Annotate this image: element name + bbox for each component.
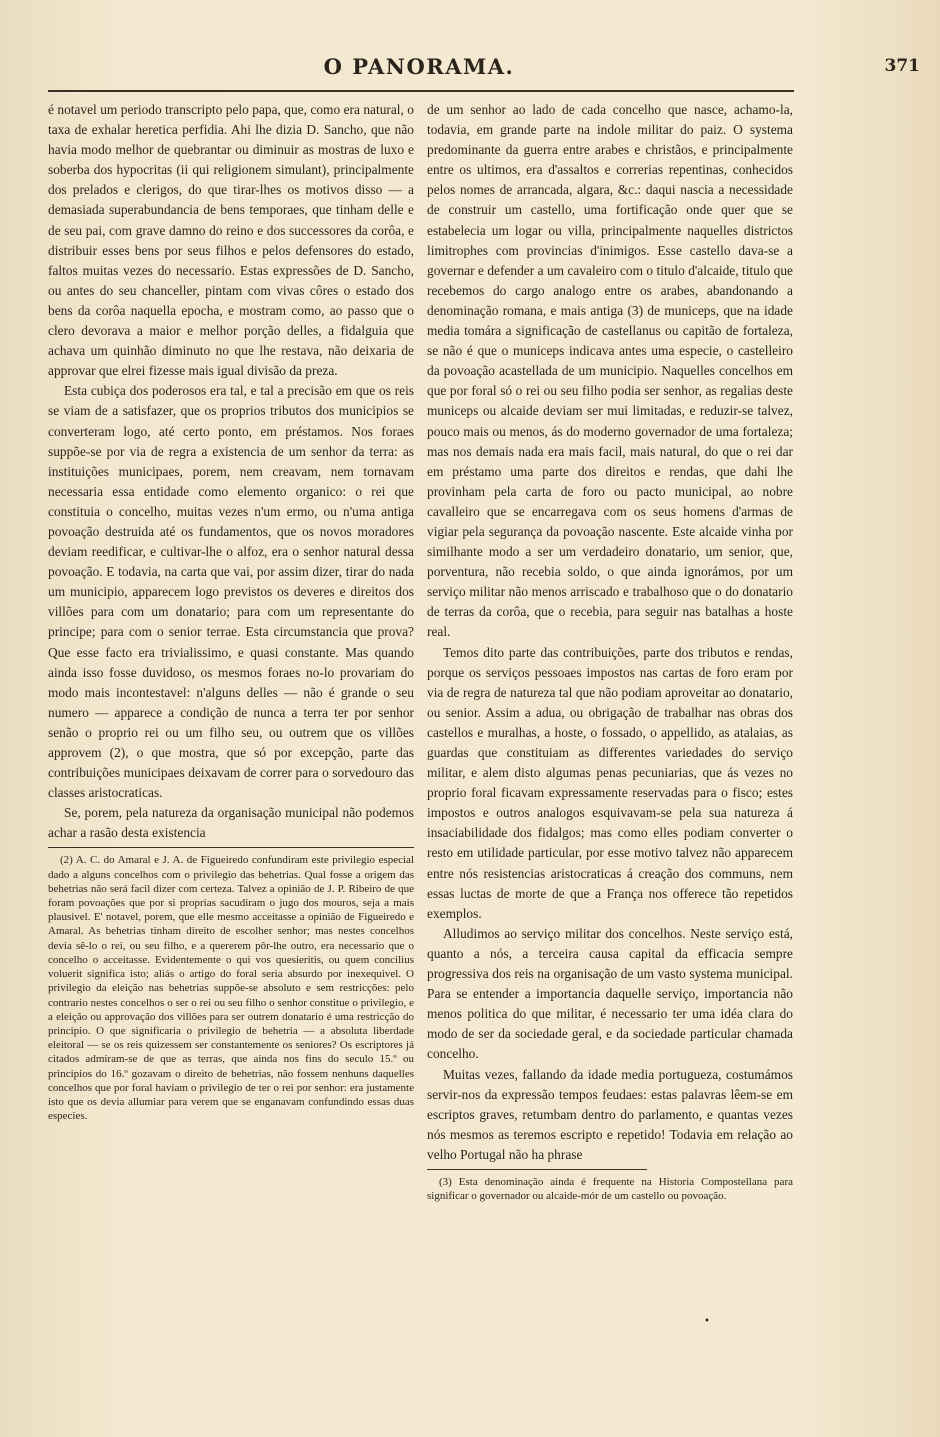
body-paragraph: Esta cubiça dos poderosos era tal, e tal a precisão em que os reis se viam de a satisfazer, que os proprios tributos dos municipios se converteram logo, até certo ponto, em préstamos. Nos foraes suppõe-se por via de regra a existencia de um senhor da terra: as instituições municipaes, porem, nem creavam, nem tornavam necessaria essa entidade como elemento organico: o rei que constituia o concelho, muitas vezes n'um ermo, ou n'uma antiga povoação destruida até os fundamentos, que os novos moradores deviam reedificar, e cultivar-lhe o alfoz, era o senhor natural dessa povoação. E todavia, na carta que vai, por assim dizer, tirar do nada um municipio, apparecem logo previstos os deveres e direitos dos villões para com um donatario; para com um representante do principe; para com o senior terrae. Esta circumstancia que prova? Que esse facto era trivialissimo, e quasi constante. Mas quando ainda isso fosse duvidoso, os mesmos foraes no-lo provariam do modo mais incontestavel: n'alguns delles — não é grande o seu numero — apparece a condição de nunca a terra ter por senhor senão o proprio rei ou um filho seu, ou outrem que os villões approvem (2), o que mostra, que só por excepção, parte das contribuições municipaes deixavam de correr para o sorvedouro das classes aristocraticas.	[48, 383, 414, 801]
footnote-rule	[427, 1169, 647, 1170]
left-column	[48, 100, 414, 1437]
footnote-text: (2) A. C. do Amaral e J. A. de Figueiredo confundiram este privilegio especial dado a alguns concelhos com o privilegio das behetrias. Qual fosse a origem das behetrias não será facil dizer com certeza. Talvez a opinião de J. P. Ribeiro de que foram povoações que por si proprias sacudiram o jugo dos mouros, seja a mais plausivel. E' notavel, porem, que elle mesmo acceitasse a opinião de Figueiredo e Amaral. As behetrias tinham direito de escolher senhor; mas nestes concelhos devia sê-lo o rei, ou seu filho, e a quererem pôr-lhe outro, era necessario que o concelho o acceitasse. Evidentemente o qui vos quesieritis, ou quem concilius voluerit significa isto; aliás o artigo do foral seria absurdo por inexequivel. O privilegio da eleição nas behetrias suppõe-se absoluto e sem restricções: pelo contrario nestes concelhos o ser o rei ou seu filho o senhor constitue o privilegio, e a eleição ou approvação dos villões para ser outrem donatario é uma restricção do principio. O que significaria o privilegio de behetria — a absoluta liberdade eleitoral — se os reis quizessem ser constantemente os seniores? Os escriptores já citados admiram-se de que as terras, que ainda nos fins do seculo 15.º ou principios do 16.º gozavam o direito de behetrias, não fossem nenhuns daquelles concelhos que por foral haviam o privilegio de ter o rei por senhor: era justamente isto que os devia allumiar para verem que se enganavam confundindo essas duas especies.	[48, 854, 414, 1123]
right-column	[427, 100, 793, 1437]
footnote-text: (3) Esta denominação ainda é frequente na Historia Compostellana para significar o governador ou alcaide-mór de um castello ou povoação.	[427, 1175, 793, 1203]
body-paragraph: Muitas vezes, fallando da idade media portugueza, costumámos servir-nos da expressão tempos feudaes: estas palavras lêem-se em escriptos graves, retumbam dentro do parlamento, e quantas vezes nós mesmos as teremos escripto e repetido! Todavia em relação ao velho Portugal não ha phrase	[427, 1066, 793, 1162]
body-paragraph: de um senhor ao lado de cada concelho que nasce, achamo-la, todavia, em grande parte na indole militar do paiz. O systema predominante da guerra entre arabes e christãos, e principalmente entre os ultimos, era d'assaltos e correrias repentinas, conhecidos pelos nomes de arrancada, algara, &c.: daqui nascia a necessidade de construir um castello, uma fortificação onde quer que se estabelecia um logar ou villa, principalmente naquelles districtos limitrophes com provincias d'inimigos. Esse castello dava-se a governar e defender a um cavaleiro com o titulo d'alcaide, titulo que recebemos do cargo analogo entre os arabes, abandonando a denominação romana, e mais antiga (3) de municeps, que na idade media tomára a significação de castellanus ou capitão de fortaleza, se não é que o municeps indicava antes uma especie, o castelleiro da povoação acastellada de um municipio. Naquelles concelhos em que por foral só o rei ou seu filho podia ser senhor, as regalias deste municeps ou alcaide deviam ser mui limitadas, e reduzir-se talvez, pouco mais ou menos, ás do moderno governador de uma fortaleza; mas nos demais nada era mais facil, mais natural, do que o rei dar em préstamo uma parte dos direitos e rendas, que dahi lhe provinham pela carta de foro ou pacto municipal, ao nobre cavalleiro que se encarregava com os seus homens d'armas de vigiar pela segurança da povoação nascente. Este alcaide vinha por similhante modo a ser um verdadeiro donatario, um senior, que, porventura, não recebia soldo, o que ainda ignorámos, por um serviço militar não menos arriscado e trabalhoso que o do donatario de terras da corôa, que o recebia, para seguir nas batalhas a hoste real.	[427, 102, 793, 640]
header-rule	[48, 90, 794, 92]
body-paragraph: é notavel um periodo transcripto pelo papa, que, como era natural, o taxa de exhalar heretica perfidia. Ahi lhe dizia D. Sancho, que não havia modo melhor de quebrantar ou diminuir as mostras de luxo e soberba dos hypocritas (ii qui religionem simulant), principalmente dos prelados e clerigos, do que tirar-lhes os motivos disso — a demasiada superabundancia de bens temporaes, que tinham delle e de seu pai, com grave damno do reino e dos successores da corôa, e distribuir esses bens por seus filhos e pelos defensores do estado, faltos muitas vezes do necessario. Estas expressões de D. Sancho, ou antes do seu chanceller, pintam com vivas côres o estado dos bens da corôa naquella epocha, e mostram como, ao passo que o clero devorava a maior e melhor porção delles, a fidalguia que achava um quinhão diminuto no que lhe restava, não deixaria de approvar que elrei fizesse mais igual divisão da preza.	[48, 102, 414, 379]
page-header	[48, 54, 920, 90]
footnote-rule	[48, 847, 414, 848]
page-number: 371	[884, 56, 920, 76]
stray-mark: •	[704, 1316, 710, 1327]
footnote	[48, 853, 414, 1123]
body-paragraph: Se, porem, pela natureza da organisação municipal não podemos achar a rasão desta existencia	[48, 805, 414, 841]
body-paragraph: Temos dito parte das contribuições, parte dos tributos e rendas, porque os serviços pessoaes impostos nas cartas de foro eram por via de regra de natureza tal que não podiam aproveitar ao donatario, ou senior. Assim a adua, ou obrigação de trabalhar nas obras dos castellos e muralhas, a hoste, o fossado, o appellido, as atalaias, as guardas que constituiam as differentes variedades do serviço militar, e alem disto algumas penas pecuniarias, que ás vezes no proprio foral ficavam expressamente reservadas para o fisco; estes impostos e outros analogos esquivavam-se pela sua natureza á insaciabilidade dos fidalgos; mas como elles podiam converter o resto em utilidade particular, por esse motivo talvez não apparecem entre nós resistencias aristocraticas á creação dos communs, nem essas luctas de morte de que a França nos offerece tão repetidos exemplos.	[427, 644, 793, 921]
body-paragraph: Alludimos ao serviço militar dos concelhos. Neste serviço está, quanto a nós, a terceira causa capital da efficacia sempre progressiva dos reis na organisação de um vasto systema municipal. Para se entender a importancia daquelle serviço, importancia não menos politica do que militar, é necessario ter uma idéa clara do modo de ser da sociedade geral, e da sociedade particular chamada concelho.	[427, 925, 793, 1062]
journal-title: O PANORAMA.	[323, 54, 515, 79]
footnote	[427, 1175, 793, 1203]
